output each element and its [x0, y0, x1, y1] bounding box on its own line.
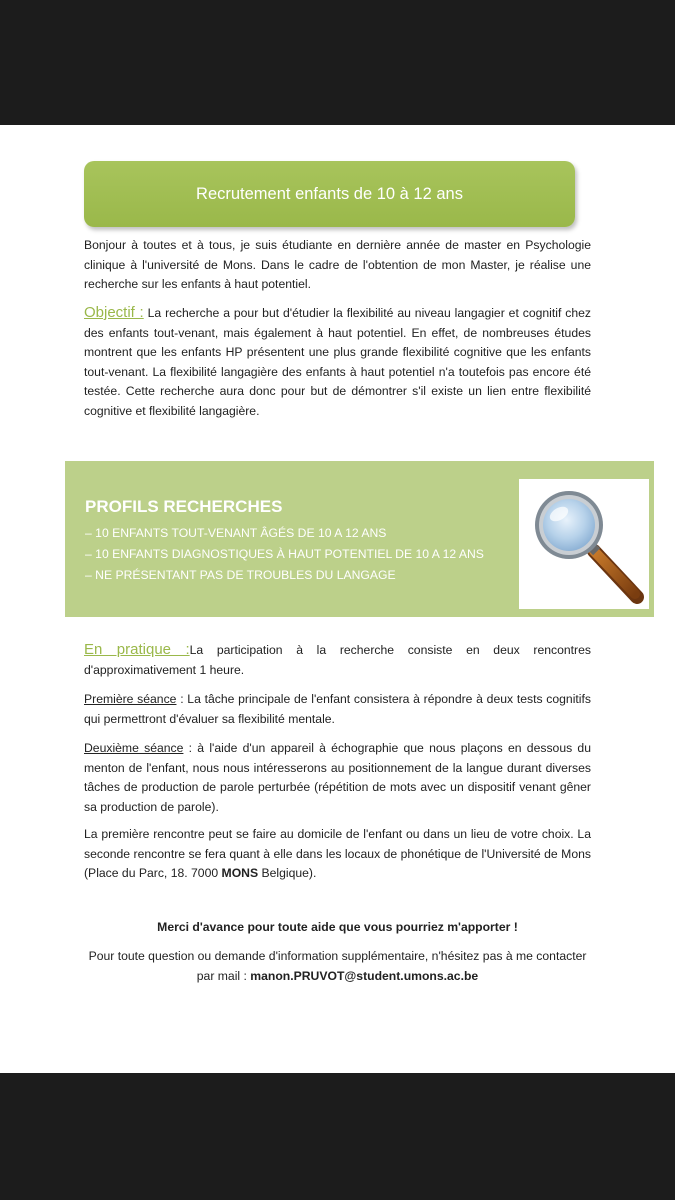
profile-item: – NE PRÉSENTANT PAS DE TROUBLES DU LANGAGE	[85, 568, 396, 582]
merci-text: Merci d'avance pour toute aide que vous pourriez m'apporter !	[157, 920, 518, 934]
seance2-label: Deuxième séance	[84, 741, 184, 755]
profiles-title: PROFILS RECHERCHES	[85, 497, 283, 516]
seance1-label: Première séance	[84, 692, 177, 706]
title-banner	[84, 161, 575, 227]
contact-paragraph	[84, 947, 591, 986]
magnifier-image	[519, 479, 649, 609]
pratique-label: En pratique :	[84, 641, 190, 658]
seance1-paragraph	[84, 690, 591, 729]
profiles-list	[85, 523, 484, 586]
pratique-text: La participation à la recherche consiste en deux rencontres d'approximativement 1 heure.	[84, 643, 591, 677]
profiles-box	[65, 461, 654, 617]
lieu-paragraph	[84, 825, 591, 884]
seance1-text: : La tâche principale de l'enfant consistera à répondre à deux tests cognitifs qui permettront d'évaluer sa flexibilité mentale.	[84, 692, 591, 726]
lieu-end: Belgique).	[258, 866, 317, 880]
seance2-text: : à l'aide d'un appareil à échographie que nous plaçons en dessous du menton de l'enfant, nous nous intéresserons au positionnement de la langue durant diverses tâches de production de parole perturbée (répétition de mots avec un dispositif venant gêner sa production de parole).	[84, 741, 591, 814]
lieu-text: La première rencontre peut se faire au domicile de l'enfant ou dans un lieu de votre choix. La seconde rencontre se fera quant à elle dans les locaux de phonétique de l'Université de Mons (Place du Parc, 18. 7000	[84, 827, 591, 880]
document-page	[0, 125, 675, 1073]
intro-paragraph: Bonjour à toutes et à tous, je suis étudiante en dernière année de master en Psychologie clinique à l'université de Mons. Dans le cadre de l'obtention de mon Master, je réalise une recherche sur les enfants à haut potentiel.	[84, 238, 591, 291]
objectif-label: Objectif :	[84, 304, 144, 321]
title-text: Recrutement enfants de 10 à 12 ans	[196, 184, 463, 203]
contact-text: Pour toute question ou demande d'information supplémentaire, n'hésitez pas à me contacter par mail :	[88, 949, 587, 983]
profile-item: – 10 ENFANTS DIAGNOSTIQUES À HAUT POTENTIEL DE 10 A 12 ANS	[85, 547, 484, 561]
objectif-paragraph	[84, 303, 591, 421]
contact-email[interactable]: manon.PRUVOT@student.umons.ac.be	[250, 968, 479, 983]
objectif-text: La recherche a pour but d'étudier la flexibilité au niveau langagier et cognitif chez des enfants tout-venant, mais également à haut potentiel. En effet, de nombreuses études montrent que les enfants HP présentent une plus grande flexibilité cognitive que les enfants tout-venant. La flexibilité langagière des enfants à haut potentiel n'a toutefois pas encore été testée. Cette recherche aura donc pour but de démontrer s'il existe un lien entre flexibilité cognitive et flexibilité langagière.	[84, 306, 592, 418]
seance2-paragraph	[84, 739, 591, 817]
lieu-city: MONS	[221, 866, 259, 880]
pratique-paragraph	[84, 640, 591, 680]
magnifier-icon	[519, 479, 649, 609]
profile-item: – 10 ENFANTS TOUT-VENANT ÂGÉS DE 10 A 12 ANS	[85, 526, 387, 540]
